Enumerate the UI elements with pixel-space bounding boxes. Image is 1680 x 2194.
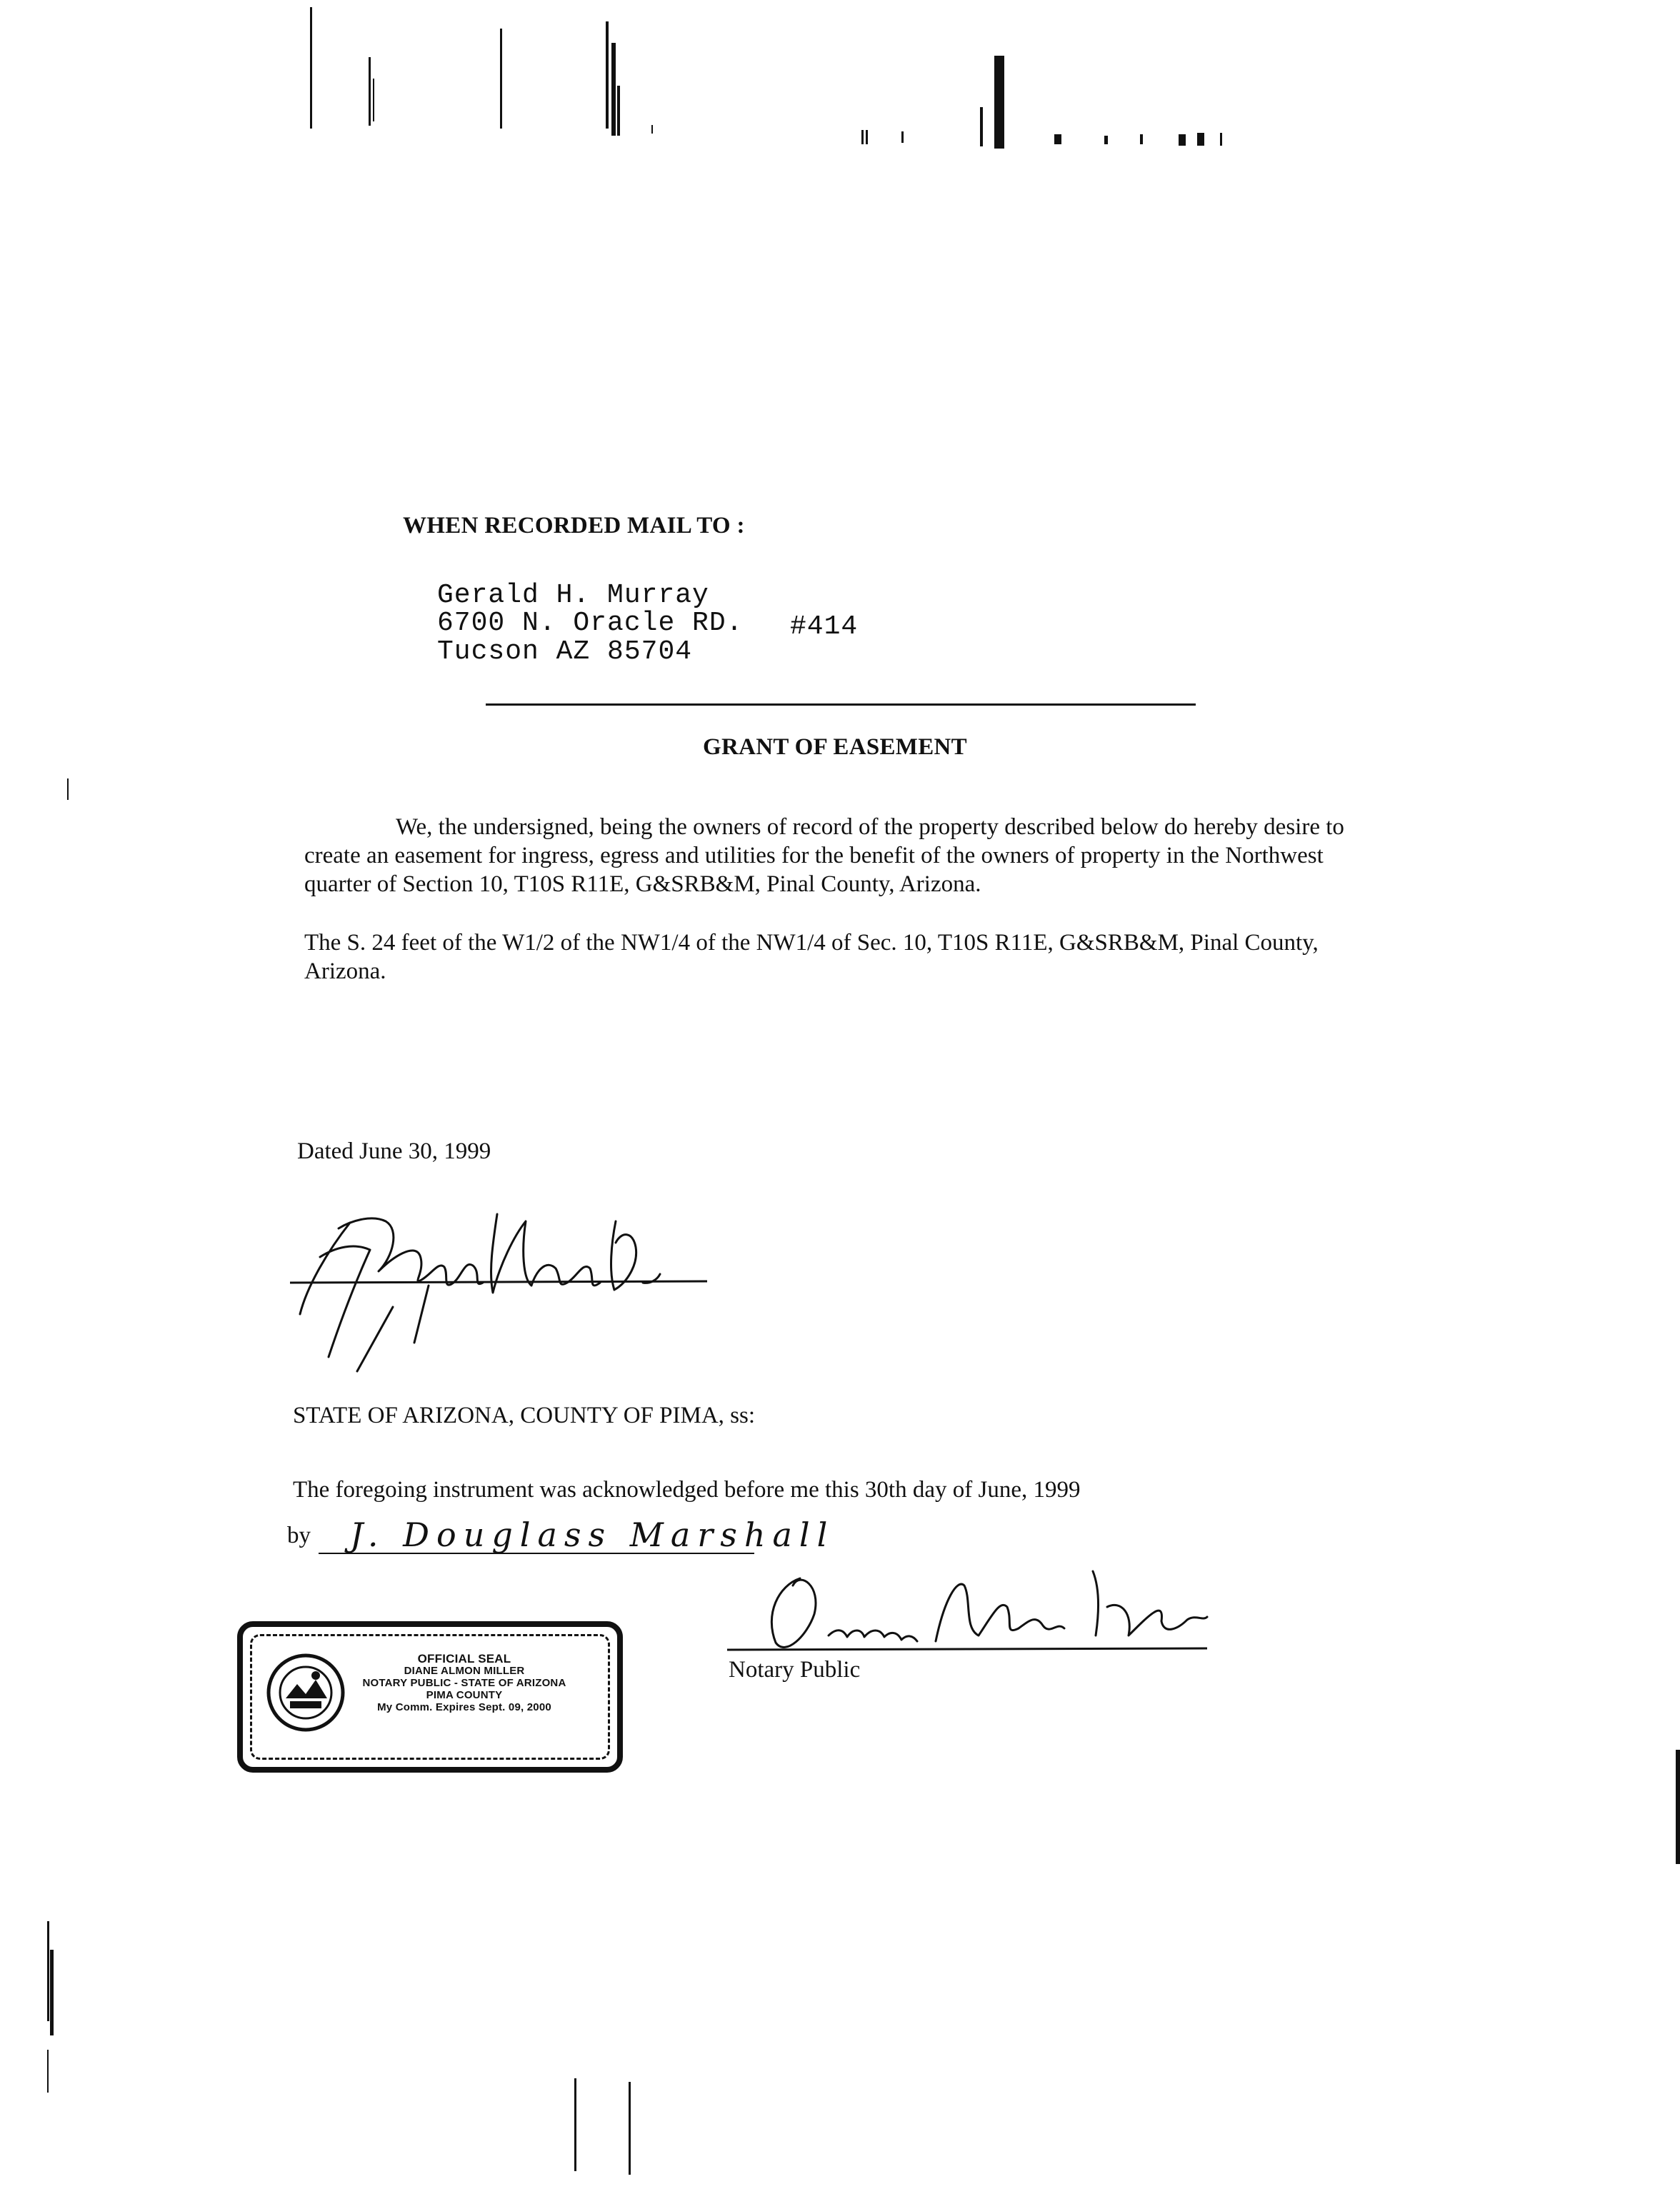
seal-title: OFFICIAL SEAL bbox=[417, 1652, 511, 1665]
grant-paragraph: We, the undersigned, being the owners of record of the property described below do hereby desire to create an easement for ingress, egress and utilities for the benefit of the owners of property in the Northwest quarter of Section 10, T10S R11E, G&SRB&M, Pinal County, Arizona. bbox=[304, 814, 1344, 897]
by-label: by bbox=[287, 1523, 311, 1548]
by-name-handwritten: J. Douglass Marshall bbox=[350, 1516, 835, 1554]
mail-to-rule bbox=[486, 703, 1196, 706]
mail-to-heading: WHEN RECORDED MAIL TO : bbox=[403, 513, 745, 539]
notary-seal bbox=[237, 1621, 623, 1773]
seal-county: PIMA COUNTY bbox=[426, 1689, 503, 1701]
mail-to-unit: #414 bbox=[790, 611, 859, 642]
state-seal-icon bbox=[266, 1653, 346, 1733]
mail-to-city: Tucson AZ 85704 bbox=[437, 636, 693, 667]
dated-line: Dated June 30, 1999 bbox=[297, 1138, 491, 1164]
notary-signature bbox=[721, 1557, 1236, 1664]
seal-expiration: My Comm. Expires Sept. 09, 2000 bbox=[377, 1701, 551, 1713]
document-title: GRANT OF EASEMENT bbox=[703, 734, 967, 760]
venue-line: STATE OF ARIZONA, COUNTY OF PIMA, ss: bbox=[293, 1403, 756, 1428]
legal-description: The S. 24 feet of the W1/2 of the NW1/4 of the NW1/4 of Sec. 10, T10S R11E, G&SRB&M, Pinal County, Arizona. bbox=[304, 930, 1319, 984]
seal-notary-state: NOTARY PUBLIC - STATE OF ARIZONA bbox=[362, 1677, 566, 1689]
seal-notary-name: DIANE ALMON MILLER bbox=[404, 1665, 525, 1677]
seal-text bbox=[350, 1653, 579, 1713]
notary-public-label: Notary Public bbox=[729, 1657, 861, 1683]
grantor-signature bbox=[286, 1200, 729, 1378]
acknowledgment-line: The foregoing instrument was acknowledged before me this 30th day of June, 1999 bbox=[293, 1477, 1081, 1503]
mail-to-name: Gerald H. Murray bbox=[437, 580, 709, 611]
mail-to-street: 6700 N. Oracle RD. bbox=[437, 608, 744, 638]
